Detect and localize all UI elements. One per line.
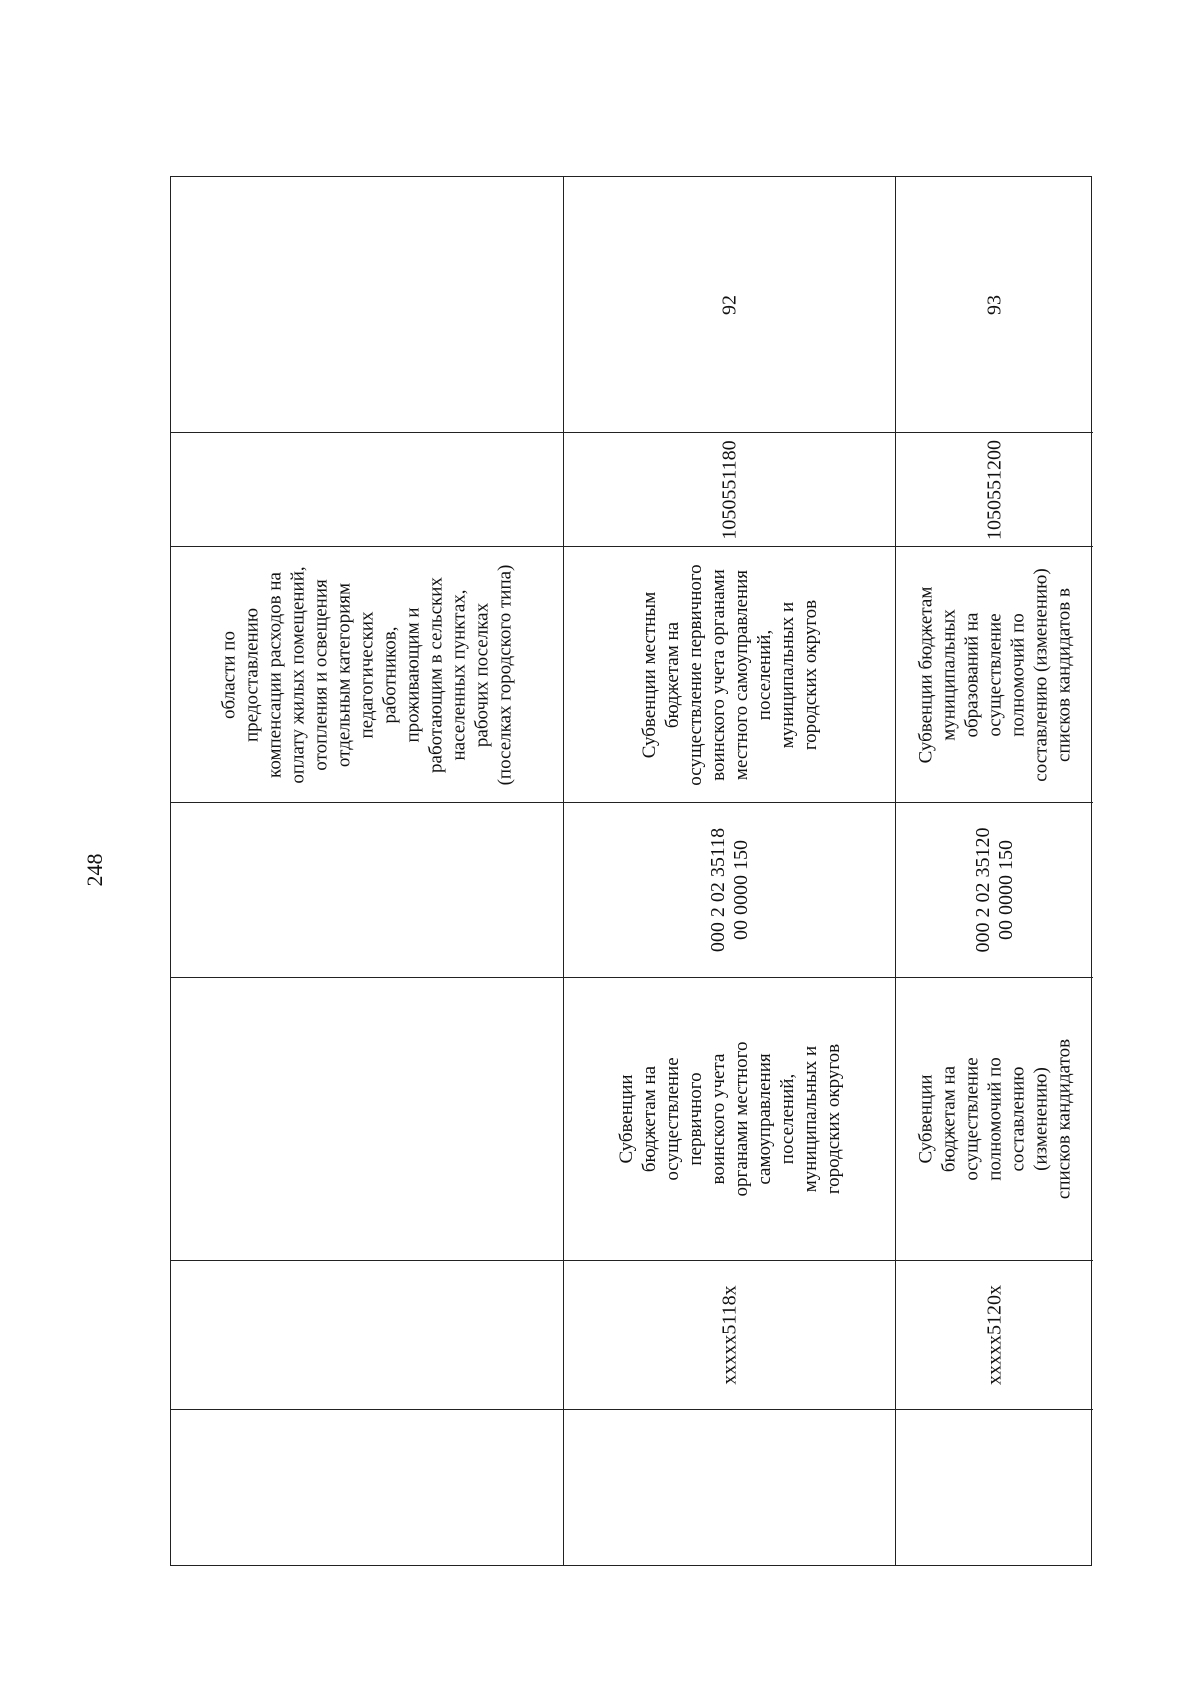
cell-code2-2 [896,1260,1093,1410]
row-code: 1050551180 [718,439,740,540]
row-name: области по предоставлению компенсации расходов на оплату жилых помещений, отопления и освещения отдельным категориям педагогических работников, проживающим и работающим в сельских населенных пунктах, рабочих поселках (поселках городского типа) [218,564,516,785]
cell-number-2 [896,177,1093,433]
cell-name-1 [564,547,896,803]
row-kbk: 000 2 02 35118 00 0000 150 [706,827,752,953]
row-name: Субвенции бюджетам муниципальных образований на осуществление полномочий по составлению (изменению) списков кандидатов в [915,567,1074,782]
cell-code2-0 [171,1260,564,1410]
row-code: 1050551200 [983,439,1005,540]
page-number: 248 [82,853,107,887]
row-code2: xxxxx5120x [983,1284,1005,1385]
cell-code-0 [171,433,564,547]
row-number: 92 [718,294,740,315]
row-kbk: 000 2 02 35120 00 0000 150 [971,827,1017,953]
row-kbk-name: Субвенции бюджетам на осуществление первичного воинского учета органами местного самоуправления поселений, муниципальных и городских округов [615,1041,844,1197]
cell-purpose-2 [896,1410,1093,1566]
cell-code-1 [564,433,896,547]
cell-number-0 [171,177,564,433]
row-number: 93 [983,294,1005,315]
row-kbk-name: Субвенции бюджетам на осуществление полномочий по составлению (изменению) списков кандидатов [915,1038,1074,1200]
cell-purpose-1 [564,1410,896,1566]
cell-kbk-0 [171,803,564,978]
cell-code2-1 [564,1260,896,1410]
cell-kbk-name-0 [171,978,564,1261]
cell-name-2 [896,547,1093,803]
row-code2: xxxxx5118x [718,1284,740,1385]
cell-kbk-2 [896,803,1093,978]
cell-kbk-1 [564,803,896,978]
cell-name-0 [171,547,564,803]
cell-code-2 [896,433,1093,547]
code2-purpose-band [170,1260,1092,1566]
cell-kbk-name-1 [564,978,896,1261]
cell-kbk-name-2 [896,978,1093,1261]
cell-number-1 [564,177,896,433]
row-name: Субвенции местным бюджетам на осуществление первичного воинского учета органами местного самоуправления поселений, муниципальных и городских округов [638,563,821,786]
cell-purpose-0 [171,1410,564,1566]
